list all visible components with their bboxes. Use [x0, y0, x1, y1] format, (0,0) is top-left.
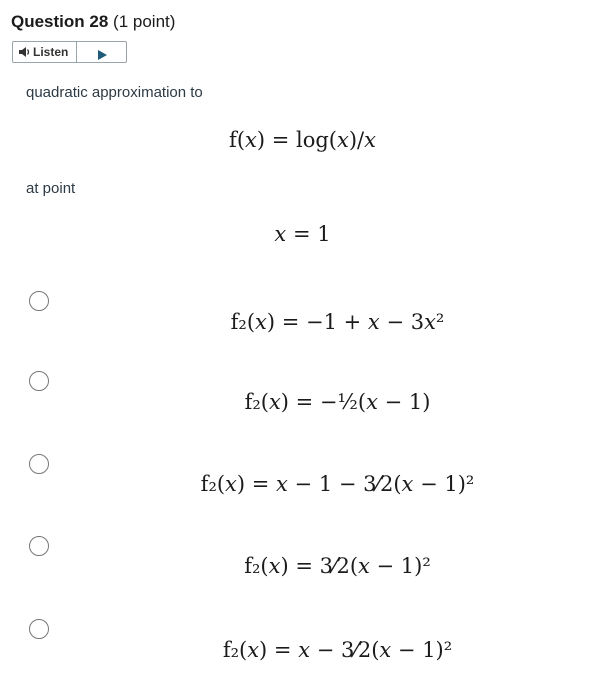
function-formula: f(𝑥) = log(𝑥)/𝑥 — [229, 128, 376, 152]
question-points: (1 point) — [113, 12, 176, 31]
option-1-label: f₂(𝑥) = −1 + 𝑥 − 3𝑥² — [230, 310, 445, 334]
option-2-label: f₂(𝑥) = −½(𝑥 − 1) — [244, 390, 431, 414]
prompt-intro: quadratic approximation to — [26, 84, 203, 101]
prompt-at-point: at point — [26, 180, 76, 197]
speaker-icon — [18, 46, 31, 58]
option-5-radio[interactable] — [29, 619, 49, 639]
point-formula: 𝑥 = 1 — [274, 222, 331, 246]
option-1-radio[interactable] — [29, 291, 49, 311]
option-3-radio[interactable] — [29, 454, 49, 474]
listen-toolbar — [12, 41, 127, 63]
listen-label: Listen — [33, 45, 69, 59]
option-4-label: f₂(𝑥) = 3⁄2(𝑥 − 1)² — [244, 554, 431, 578]
option-3-label: f₂(𝑥) = 𝑥 − 1 − 3⁄2(𝑥 − 1)² — [200, 472, 475, 496]
option-4-radio[interactable] — [29, 536, 49, 556]
question-header — [11, 12, 175, 32]
play-button[interactable] — [77, 42, 126, 62]
option-5-label: f₂(𝑥) = 𝑥 − 3⁄2(𝑥 − 1)² — [222, 638, 453, 662]
option-2-radio[interactable] — [29, 371, 49, 391]
listen-button[interactable] — [13, 42, 77, 62]
question-title: Question 28 — [11, 12, 109, 31]
play-icon — [97, 47, 107, 57]
